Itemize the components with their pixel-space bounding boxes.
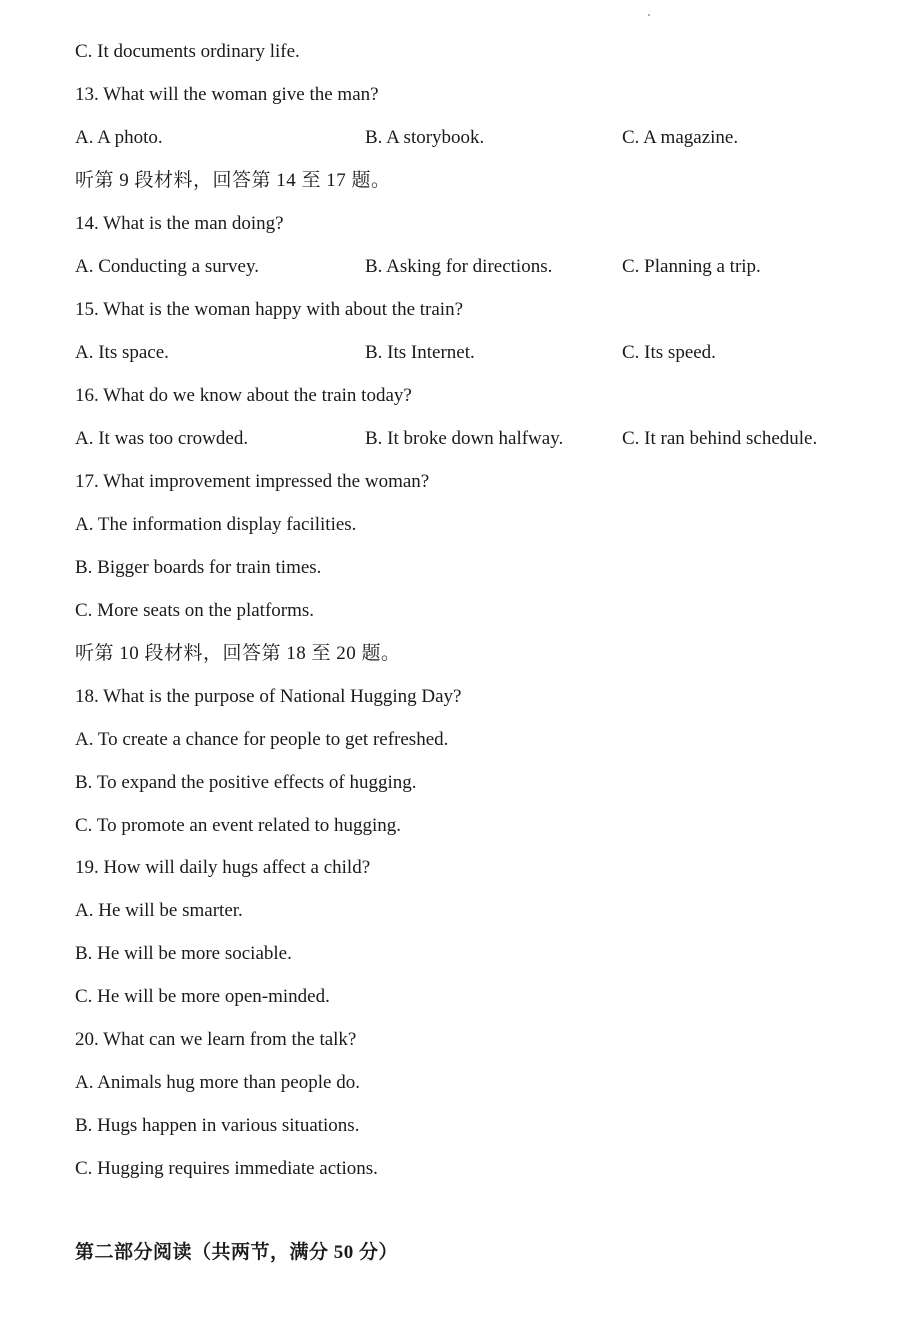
option-c: C. Its speed. xyxy=(622,342,716,363)
option-c: C. It ran behind schedule. xyxy=(622,428,818,449)
option-line: A. Animals hug more than people do. xyxy=(75,1072,360,1093)
instruction-line: 听第 9 段材料，回答第 14 至 17 题。 xyxy=(75,170,391,191)
scan-speck xyxy=(648,14,650,16)
option-b: B. It broke down halfway. xyxy=(365,428,564,449)
instruction-line: 听第 10 段材料，回答第 18 至 20 题。 xyxy=(75,643,401,664)
option-line: C. More seats on the platforms. xyxy=(75,600,315,621)
option-line: B. To expand the positive effects of hugging. xyxy=(75,772,417,793)
option-b: B. Its Internet. xyxy=(365,342,475,363)
option-line: C. It documents ordinary life. xyxy=(75,41,300,62)
option-a: A. Its space. xyxy=(75,342,169,363)
question-14: 14. What is the man doing? xyxy=(75,213,284,234)
section-heading: 第二部分阅读（共两节，满分 50 分） xyxy=(75,1242,399,1263)
question-16: 16. What do we know about the train today? xyxy=(75,385,412,406)
option-line: C. He will be more open-minded. xyxy=(75,986,330,1007)
option-b: B. Asking for directions. xyxy=(365,256,553,277)
question-15: 15. What is the woman happy with about the train? xyxy=(75,299,464,320)
option-b: B. A storybook. xyxy=(365,127,485,148)
option-line: B. Bigger boards for train times. xyxy=(75,557,322,578)
option-a: A. It was too crowded. xyxy=(75,428,249,449)
option-line: C. Hugging requires immediate actions. xyxy=(75,1158,378,1179)
option-a: A. A photo. xyxy=(75,127,163,148)
option-line: C. To promote an event related to hugging. xyxy=(75,815,401,836)
option-line: B. He will be more sociable. xyxy=(75,943,292,964)
question-13: 13. What will the woman give the man? xyxy=(75,84,379,105)
option-line: A. The information display facilities. xyxy=(75,514,357,535)
option-c: C. A magazine. xyxy=(622,127,739,148)
option-line: A. To create a chance for people to get refreshed. xyxy=(75,729,449,750)
question-20: 20. What can we learn from the talk? xyxy=(75,1029,357,1050)
question-18: 18. What is the purpose of National Hugging Day? xyxy=(75,686,462,707)
option-a: A. Conducting a survey. xyxy=(75,256,259,277)
option-line: A. He will be smarter. xyxy=(75,900,243,921)
question-17: 17. What improvement impressed the woman? xyxy=(75,471,430,492)
option-line: B. Hugs happen in various situations. xyxy=(75,1115,360,1136)
question-19: 19. How will daily hugs affect a child? xyxy=(75,857,371,878)
option-c: C. Planning a trip. xyxy=(622,256,761,277)
